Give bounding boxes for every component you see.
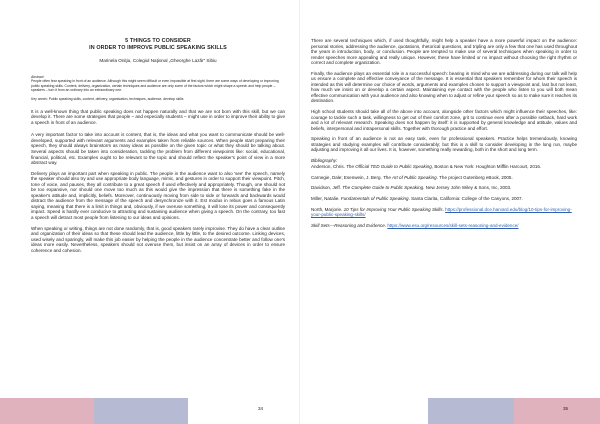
keywords-label: Key words: (31, 97, 48, 102)
body-paragraph: A very important factor to take into account is content, that is, the ideas and what you want to communicate should be well-developed, supported with relevant arguments and examples taken from reliable sources. When people start preparing their speech, they should always brainstorm as many ideas as possible on the given topic or what they should be talking about. Several aspects should be taken into consideration, tackling the problem from different viewpoints like: social, educational, financial, political, etc. Examples ought to be relevant to the topic and should reflect the speaker's point of view in a more abstract way. (31, 132, 285, 166)
reference-title: 10 Tips for Improving Your Public Speaking Skills (343, 206, 443, 212)
right-page (300, 0, 600, 424)
reference-item (311, 207, 577, 218)
abstract-text: People often fear speaking in front of an audience. Although this might seem difficult or even impossible at first sight, there are some ways of developing or improving public speaking skills. Content, delivery, organization, certain techniques and audience are only some of the factors which might shape a speech and help people – speakers – turn it from an ordinary into an extraordinary one. (31, 79, 279, 93)
reference-title: The Art of Public Speaking (383, 174, 437, 180)
author-line: Marinela Oniţiu, Colegiul Naţional „Gheorghe Lazăr” Sibiu (99, 58, 217, 64)
reference-author: North, Marjorie. (311, 206, 344, 212)
title-line-2: IN ORDER TO IMPROVE PUBLIC SPEAKING SKILLS (89, 44, 227, 51)
reference-title: Skill Sets—Reasoning and Evidence (311, 222, 385, 228)
reference-link[interactable]: https://www.esu.org/resources/skill-sets-reasoning-and-evidence/ (387, 222, 519, 228)
footer-bar-right-blue (428, 398, 514, 424)
reference-title: The Complete Guide to Public Speaking (342, 185, 424, 191)
reference-item (311, 223, 577, 229)
page-number-right: 35 (563, 406, 569, 411)
reference-publisher: . (384, 222, 388, 228)
reference-item (311, 175, 577, 181)
reference-link[interactable]: https://professional.dce.harvard.edu/blog/10-tips-for-improving-your-public-speaking-skills/ (311, 206, 572, 218)
reference-author: Anderson, Chris. (311, 164, 347, 170)
reference-publisher: . New Jersey John Wiley & Sons, Inc, 2003. (423, 185, 512, 191)
keywords-text: Public speaking skills, content, delivery, organisation, techniques, audience, develop skills (48, 97, 184, 102)
reference-title: Fundamentals of Public Speaking (340, 196, 409, 202)
abstract-label: Abstract: (31, 75, 45, 80)
reference-author: Carnegie, Dale; Esenwein, J. Berg. (311, 174, 384, 180)
body-paragraph: There are several techniques which, if used thoughtfully, might help a speaker have a more powerful impact on the audience: personal stories, addressing the audience, quotations, rhetorical questions, and tripling are only a few that one has used throughout the years in introduction, body, or conclusion. People are tempted to make use of several techniques when speaking in order to render speeches more appealing and really unique. However, these have limited or no impact without choosing the right rhythm or correct and complete organization. (311, 38, 577, 66)
reference-publisher: . Santa Clarita, California: College of the Canyons, 2007. (408, 196, 523, 202)
abstract (31, 75, 285, 92)
reference-item (311, 164, 577, 170)
reference-author: Miller, Natalie. (311, 196, 341, 202)
body-paragraph: Delivery plays an important part when speaking in public. The people in the audience want to also 'see' the speech, namely the speaker should also try and use appropriate body language, mimic, and gestures in order to support their viewpoint. Pitch, tone of voice, and pauses, they all contribute to a great speech if used effectively and appropriately. Though, one should not be too expansive, nor should one move too much as this would give the impression that there is something fake in the speaker's attitude and, implicitly, beliefs. Moreover, continuously moving from side to side or forwards and backwards would distract the audience from the message of the speech and desynchronize with it. Est modus in rebus goes a famous Latin saying, meaning that there is a limit in things and, obviously, if we overuse something, it will lose its power and consequently impact. Speed is hardly ever conducive to attracting and sustaining audience when giving a speech. On the contrary, too fast a speech will detract most people from listening to our ideas and opinions. (31, 170, 285, 220)
title-line-1: 5 THINGS TO CONSIDER (125, 38, 191, 44)
footer-bar-left-blue (94, 398, 188, 424)
page-number-left: 34 (258, 406, 264, 411)
body-paragraph: Finally, the audience plays an essential role in a successful speech: bearing in mind who we are addressing during our talk will help us ensure a complete and effective conveyance of the message. It is essential that speakers remember for whom their speech is intended as this will determine our choice of words, arguments and examples chosen to support a viewpoint and, last but not least, how much we insist on or develop a certain aspect. Maintaining eye contact with the people who listen to you will both mean effective communication with your audience and also knowing when to adjust or refine your speech so as to make sure it reaches its destination. (311, 70, 577, 104)
reference-item (311, 196, 577, 202)
footer-bar-left-pink (0, 398, 94, 424)
body-paragraph: When speaking or writing, things are not done randomly, that is, good speakers rarely improvise. They do have a clear outline and organization of their ideas so that these should lead the audience, little by little, to the desired outcome. Linking devices, used wisely and sparingly, will make this job easier by helping the people in the audience concentrate better and follow one's ideas more easily. Nevertheless, speakers should not overuse them, but insist on an array of devices in order to ensure coherence and cohesion. (31, 225, 285, 253)
reference-author: Davidson, Jeff. (311, 185, 343, 191)
reference-publisher: . (442, 206, 444, 212)
bibliography-heading: Bibliography: (311, 157, 338, 163)
footer-bar-right-pink (514, 398, 600, 424)
keywords (31, 97, 285, 101)
reference-title: The Official TED Guide to Public Speaking (346, 164, 432, 170)
reference-publisher: . The project Gutenberg eBook, 2005. (436, 174, 513, 180)
reference-item (311, 185, 577, 191)
article-title (31, 38, 285, 51)
reference-publisher: , Boston & New York: Houghton Mifflin Harcourt, 2016. (431, 164, 542, 170)
body-paragraph: High school students should take all of the above into account, alongside other factors which might influence their speeches, like: courage to tackle such a task, willingness to get out of their comfort zone, grit to continue even after a possible setback, hard work and a lot of relevant research. Speaking does not happen by itself: it is supported by general knowledge and attitude, values and beliefs, interpersonal and intrapersonal skills. Together with thorough practice and effort. (311, 109, 577, 131)
body-paragraph: Speaking in front of an audience is not an easy task, even for professional speakers. Practice helps tremendously, knowing strategies and studying examples will contribute considerably; but this is a skill to consider developing in the long run, maybe adjusting and improving it all our lives. It is, however, something really rewarding, both in the short and long term. (311, 136, 577, 153)
body-paragraph: It is a well-known thing that public speaking does not happen naturally and that we are not born with this skill, but we can develop it. There are some strategies that people – and especially students – might use in order to improve their ability to give a speech in front of an audience. (31, 108, 285, 125)
